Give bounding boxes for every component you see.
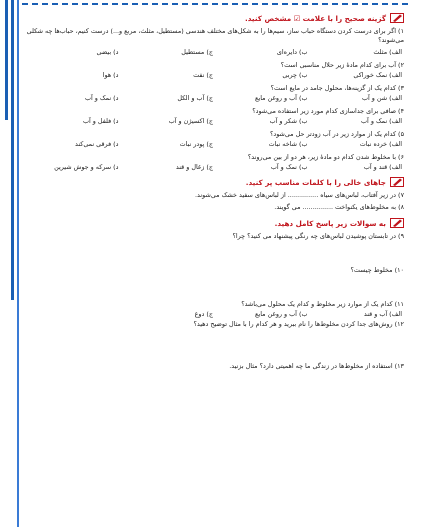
option[interactable]: ج) نفت [193,71,213,79]
option[interactable]: ب) آب و روغن مایع [255,94,308,102]
option[interactable]: د) نمک و آب [84,94,119,102]
section-header-fill [26,177,404,187]
option[interactable]: ب) دایره‌ای [276,48,308,56]
worksheet-content [26,8,404,527]
question-13: ۱۳) استفاده از مخلوط‌ها در زندگی ما چه اهمیتی دارد؟ مثال بزنید. [229,362,404,370]
option[interactable]: ب) شکر و آب [269,117,308,125]
question-4 [26,107,404,126]
section-header-mcq [26,13,404,23]
question-text: ۳) کدام یک از گزینه‌ها، محلول جامد در مایع است؟ [270,84,404,92]
section-title: گزینه صحیح را با علامت ☑ مشخص کنید. [245,13,386,23]
question-11: ۱۱) کدام یک از موارد زیر مخلوط و کدام یک محلول می‌باشد؟ [241,300,404,308]
question-1 [26,27,404,57]
option[interactable]: ج) اکسیژن و آب [168,117,213,125]
question-text: ۲) آب برای کدام مادهٔ زیر حلال مناسبی است؟ [280,61,404,69]
question-3 [26,84,404,103]
option[interactable]: الف) نمک خوراکی [353,71,402,79]
option[interactable]: د) بیضی [96,48,119,56]
answer-space[interactable] [26,332,404,362]
option[interactable]: ج) دوغ [194,310,213,318]
option[interactable]: د) فرقی نمی‌کند [75,140,119,148]
question-text: ۶) با مخلوط شدن کدام دو مادهٔ زیر، هر دو از بین می‌روند؟ [247,153,404,161]
question-10: ۱۰) مخلوط چیست؟ [350,266,404,274]
option[interactable]: ج) زغال و قند [175,163,213,171]
option[interactable]: ب) شاخه نبات [268,140,308,148]
option[interactable]: الف) قند و آب [363,163,402,171]
left-rail [5,0,8,120]
question-text: ۴) صافی برای جداسازی کدام مورد زیر استفاده می‌شود؟ [252,107,404,115]
pen-icon [390,13,404,23]
pen-icon [390,218,404,228]
options-row [26,163,404,172]
left-rail [17,0,19,527]
top-dashed-border [22,3,408,5]
question-12: ۱۲) روش‌های جدا کردن مخلوط‌ها را نام ببرید و هر کدام را با مثال توضیح دهید؟ [193,320,404,328]
question-text: ۵) کدام یک از موارد زیر در آب زودتر حل می‌شود؟ [269,130,404,138]
question-8: ۸) به مخلوط‌های یکنواخت ............... می گویند. [274,203,404,211]
option[interactable]: د) هوا [102,71,119,79]
option[interactable]: ج) پودر نبات [179,140,213,148]
option[interactable]: ب) نمک و آب [270,163,308,171]
question-2 [26,61,404,80]
option[interactable]: الف) مثلث [373,48,402,56]
options-row [26,71,404,80]
left-rail [11,0,14,300]
option[interactable]: د) فلفل و آب [82,117,119,125]
question-5 [26,130,404,149]
question-6 [26,153,404,172]
question-7: ۷) در زیر آفتاب، لباس‌های سیاه ............... از لباس‌های سفید خشک می‌شوند. [195,191,404,199]
option[interactable]: الف) خرده نبات [359,140,402,148]
option[interactable]: د) سرکه و جوش شیرین [54,163,119,171]
option[interactable]: الف) شن و آب [361,94,402,102]
option[interactable]: الف) آب و قند [363,310,402,318]
pen-icon [390,177,404,187]
option[interactable]: ج) مستطیل [181,48,213,56]
section-title: به سوالات زیر پاسخ کامل دهید. [274,218,386,228]
option[interactable]: ب) چربی [282,71,308,79]
options-row [26,48,404,57]
answer-space[interactable] [26,244,404,266]
option[interactable]: ب) آب و روغن مایع [255,310,308,318]
options-row [26,140,404,149]
question-text: ۱) اگر برای درست کردن دستگاه حباب ساز، سیم‌ها را به شکل‌های مختلف هندسی (مستطیل، مثلث، مربع و...) درست کنیم، حباب‌ها چه شکلی می‌شوند؟ [26,27,404,44]
option[interactable]: الف) نمک و آب [361,117,402,125]
answer-space[interactable] [26,278,404,300]
section-title: جاهای خالی را با کلمات مناسب پر کنید. [245,177,386,187]
option[interactable]: ج) آب و الکل [177,94,213,102]
question-9: ۹) در تابستان پوشیدن لباس‌های چه رنگی پیشنهاد می کنید؟ چرا؟ [232,232,404,240]
section-header-full [26,218,404,228]
options-row [26,310,404,319]
options-row [26,94,404,103]
options-row [26,117,404,126]
